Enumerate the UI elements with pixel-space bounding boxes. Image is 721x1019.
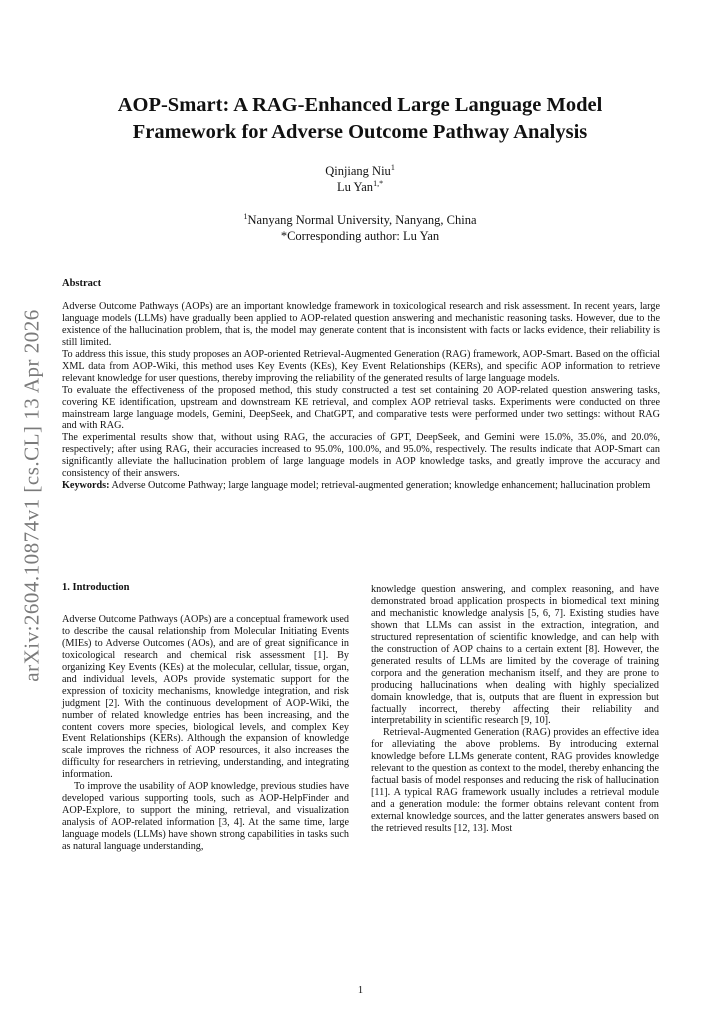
corresponding-author: *Corresponding author: Lu Yan bbox=[280, 229, 440, 243]
author-2-affil-mark: 1,* bbox=[373, 178, 384, 188]
author-list bbox=[60, 163, 660, 195]
arxiv-identifier: arXiv:2604.10874v1 [cs.CL] 13 Apr 2026 bbox=[19, 308, 44, 682]
abstract-paragraph-2: To address this issue, this study proposes an AOP-oriented Retrieval-Augmented Generation (RAG) framework, AOP-Smart. Based on the official XML data from AOP-Wiki, this method uses Key Events (KEs), Key Event Relationships (KERs), and specific AOP information to retrieve relevant knowledge for user questions, thereby improving the reliability of the generated results of large language models. bbox=[62, 348, 660, 384]
abstract-paragraph-3: To evaluate the effectiveness of the proposed method, this study constructed a test set containing 20 AOP-related question answering tasks, covering KE identification, upstream and downstream KE retrieval, and complex AOP retrieval tasks. Experiments were conducted on three mainstream large language models, Gemini, DeepSeek, and ChatGPT, and comparative tests were performed under two settings: without RAG and with RAG. bbox=[62, 384, 660, 432]
title-line-2: Framework for Adverse Outcome Pathway Analysis bbox=[132, 121, 588, 143]
right-column bbox=[371, 584, 659, 835]
title-line-1: AOP-Smart: A RAG-Enhanced Large Language Model bbox=[117, 94, 603, 116]
author-2 bbox=[60, 179, 660, 195]
affiliation-line bbox=[60, 212, 660, 228]
paper-title bbox=[60, 92, 660, 146]
abstract-heading: Abstract bbox=[62, 278, 102, 289]
author-1 bbox=[60, 163, 660, 179]
section-heading-introduction: 1. Introduction bbox=[62, 582, 130, 593]
abstract-section bbox=[62, 278, 660, 492]
author-1-affil-mark: 1 bbox=[390, 162, 395, 172]
left-column bbox=[62, 582, 349, 853]
abstract-paragraph-1: Adverse Outcome Pathways (AOPs) are an important knowledge framework in toxicological research and risk assessment. In recent years, large language models (LLMs) have gradually been applied to AOP-related question answering and mechanistic reasoning tasks. However, due to the existence of the hallucination problem, that is, the model may generate content that is inconsistent with facts or lacks evidence, their reliability is still limited. bbox=[62, 300, 660, 348]
author-2-name: Lu Yan bbox=[336, 180, 374, 194]
keywords-label: Keywords: bbox=[62, 480, 110, 492]
page-number: 1 bbox=[357, 985, 364, 996]
intro-paragraph-3: knowledge question answering, and complex reasoning, and have demonstrated broad application prospects in biomedical text mining and mechanistic knowledge analysis [5, 6, 7]. Existing studies have shown that LLMs can assist in the extraction, integration, and structured representation of scientific knowledge, and can help with the construction of AOP chains to a certain extent [8]. However, the generated results of LLMs are limited by the coverage of training corpora and the generation mechanism itself, and they are prone to producing hallucinations when dealing with highly specialized domain knowledge, that is, outputs that are fluent in expression but factually incorrect, thereby affecting their reliability and interpretability in scientific research [9, 10]. bbox=[371, 584, 659, 727]
intro-paragraph-1: Adverse Outcome Pathways (AOPs) are a conceptual framework used to describe the causal relationship from Molecular Initiating Events (MIEs) to Adverse Outcomes (AOs), and are of great significance in toxicological research and chemical risk assessment [1]. By organizing Key Events (KEs) at the molecular, cellular, tissue, organ, and individual levels, AOPs provide systematic support for the expression of toxicity mechanisms, knowledge integration, and risk judgment [2]. With the continuous development of AOP-Wiki, the number of related knowledge entries has been increasing, and the content covers more species, biological levels, and complex Key Event Relationships (KERs). Although the expansion of knowledge scale improves the richness of AOP resources, it also increases the difficulty for researchers in retrieving, understanding, and integrating information. bbox=[62, 613, 349, 781]
author-1-name: Qinjiang Niu bbox=[325, 164, 391, 178]
affiliation-mark: 1 bbox=[243, 211, 248, 221]
keywords bbox=[62, 480, 660, 492]
intro-paragraph-4: Retrieval-Augmented Generation (RAG) provides an effective idea for alleviating the above problems. By introducing external knowledge before LLMs generate content, RAG provides knowledge relevant to the question as context to the model, thereby enhancing the factual basis of model responses and reducing the risk of hallucination [11]. A typical RAG framework usually includes a retrieval module and a generation module: the former obtains relevant content from external knowledge sources, and the latter generates answers based on the retrieved results [12, 13]. Most bbox=[371, 727, 659, 835]
intro-paragraph-2: To improve the usability of AOP knowledge, previous studies have developed various supporting tools, such as AOP-HelpFinder and AOP-Explore, to support the mining, retrieval, and visualization analysis of AOP-related information [3, 4]. At the same time, large language models (LLMs) have shown strong capabilities in tasks such as natural language understanding, bbox=[62, 781, 349, 853]
affiliation-text: Nanyang Normal University, Nanyang, China bbox=[247, 213, 477, 227]
arxiv-side-stamp bbox=[14, 300, 50, 690]
keywords-text: Adverse Outcome Pathway; large language model; retrieval-augmented generation; knowledge enhancement; hallucination problem bbox=[109, 480, 651, 492]
affiliation-block bbox=[60, 212, 660, 244]
abstract-paragraph-4: The experimental results show that, without using RAG, the accuracies of GPT, DeepSeek, and Gemini were 15.0%, 35.0%, and 20.0%, respectively; after using RAG, their accuracies increased to 95.0%, 100.0%, and 95.0%, respectively. The results indicate that AOP-Smart can significantly alleviate the hallucination problem of large language models in AOP knowledge tasks, and greatly improve the accuracy and consistency of their answers. bbox=[62, 432, 660, 480]
